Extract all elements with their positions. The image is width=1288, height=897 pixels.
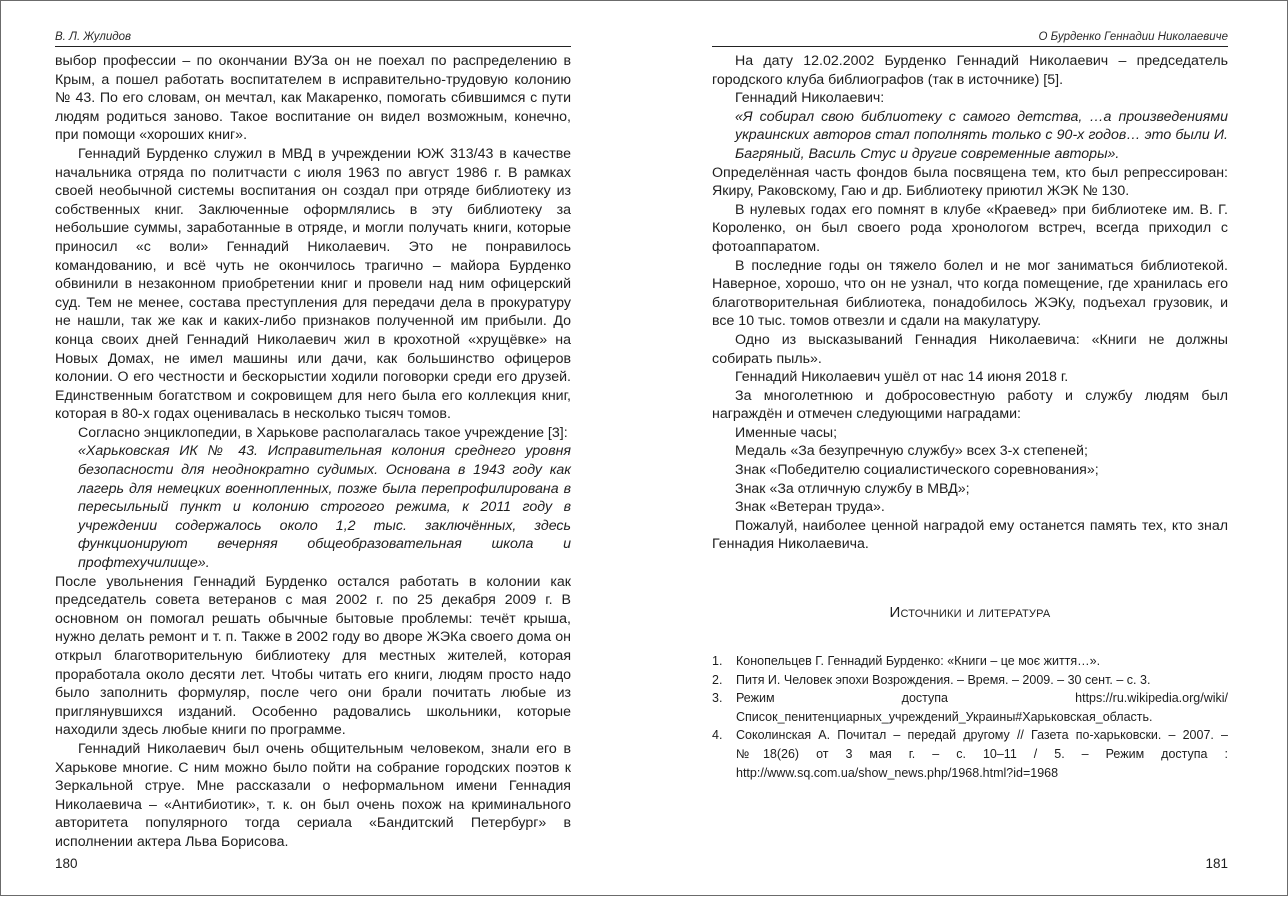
sources-heading: Источники и литература xyxy=(889,604,1051,621)
paragraph: Геннадий Бурденко служил в МВД в учреждении ЮЖ 313/43 в качестве начальника отряда по политчасти с июля 1963 по август 1986 г. В рамках своей необычной системы воспитания он создал при отряде библиотеку из собственных книг. Заключенные оформлялись в эту библиотеку за небольшие суммы, заработанные в отряде, и могли получать книги, которые приносил «с воли» Геннадий Николаевич. Это не понравилось командованию, и всё чуть не окончилось трагично – майора Бурденко обвинили в незаконном приобретении книг и провели над ним офицерский суд. Тем не менее, состава преступления для передачи дела в прокуратуру не нашли, так же как и каких-либо признаков полученной им прибыли. До конца своих дней Геннадий Николаевич жил в крохотной «хрущёвке» на Новых Домах, не имел машины или дачи, как большинство офицеров колонии. О его честности и бескорыстии ходили поговорки среди его друзей. Единственным богатством и сокровищем для него была его коллекция книг, которая в 80-х годах оценивалась в несколько тысяч томов. xyxy=(55,145,571,423)
award-item: Медаль «За безупречную службу» всех 3-х степеней; xyxy=(735,443,1088,460)
reference-number: 2. xyxy=(712,672,723,687)
page-number: 181 xyxy=(1205,856,1228,871)
right-page xyxy=(712,1,1228,897)
paragraph: Геннадий Николаевич: xyxy=(735,90,885,107)
reference-number: 3. xyxy=(712,691,723,706)
paragraph: После увольнения Геннадий Бурденко остался работать в колонии как председатель совета ветеранов с мая 2002 г. по 25 декабря 2009 г. В основном он помогал решать обычные бытовые проблемы: течёт крыша, нужно делать ремонт и т. п. Также в 2002 году во дворе ЖЭКа своего дома он открыл благотворительную библиотеку для местных жителей, которая проработала около десяти лет. Чтобы читать его книги, людям просто надо было заполнить формуляр, после чего они брали почитать любые из приглянувшихся изданий. Особенно радовались школьники, которые находили здесь любые книги по программе. xyxy=(55,573,571,739)
running-head-author: В. Л. Жулидов xyxy=(55,30,571,47)
reference-number: 4. xyxy=(712,728,723,743)
reference-text: Питя И. Человек эпохи Возрождения. – Время. – 2009. – 30 сент. – с. 3. xyxy=(736,672,1151,687)
paragraph: Согласно энциклопедии, в Харькове располагалась такое учреждение [3]: xyxy=(78,424,568,441)
award-item: Именные часы; xyxy=(735,424,838,441)
award-item: Знак «Победителю социалистического соревнования»; xyxy=(735,462,1099,479)
paragraph: Одно из высказываний Геннадия Николаевича: «Книги не должны собирать пыль». xyxy=(712,331,1228,367)
paragraph: Пожалуй, наиболее ценной наградой ему останется память тех, кто знал Геннадия Николаевича. xyxy=(712,517,1228,553)
paragraph: Геннадий Николаевич был очень общительным человеком, знали его в Харькове многие. С ним можно было пойти на собрание городских поэтов к Зеркальной струе. Мне рассказали о неформальном имени Геннадия Николаевича – «Антибиотик», т. к. он был очень похож на криминального авторитета популярного тогда сериала «Бандитский Петербург» в исполнении актера Льва Борисова. xyxy=(55,740,571,850)
reference-text: Конопельцев Г. Геннадий Бурденко: «Книги – це моє життя…». xyxy=(736,654,1101,668)
paragraph: На дату 12.02.2002 Бурденко Геннадий Николаевич – председатель городского клуба библиографов (так в источнике) [5]. xyxy=(712,53,1228,88)
reference-text: Соколинская А. Почитал – передай другому // Газета по-харьковски. – 2007. – №18(26) от 3 мая г. – с. 10–11 / 5. – Режим доступа : http://www.sq.com.ua/show_news.php/1968.html?id=1968 xyxy=(736,728,1228,780)
reference-item xyxy=(712,652,1228,671)
paragraph: В нулевых годах его помнят в клубе «Краевед» при библиотеке им. В. Г. Короленко, он был своего рода хронологом встреч, всегда приходил с фотоаппаратом. xyxy=(712,201,1228,255)
left-page-body xyxy=(55,52,571,852)
paragraph: Определённая часть фондов была посвящена тем, кто был репрессирован: Якиру, Раковскому, Гаю и др. Библиотеку приютил ЖЭК № 130. xyxy=(712,164,1228,200)
award-item: Знак «Ветеран труда». xyxy=(735,499,885,516)
paragraph: В последние годы он тяжело болел и не мог заниматься библиотекой. Наверное, хорошо, что он не узнал, что когда помещение, где хранилась его благотворительная библиотека, понадобилось ЖЭКу, подъехал грузовик, и все 10 тыс. томов отвезли и сдали на макулатуру. xyxy=(712,257,1228,330)
left-page xyxy=(55,1,571,897)
reference-text: Режим доступа https://ru.wikipedia.org/wiki/Список_пенитенциарных_учреждений_Украины#Харьковская_область. xyxy=(736,691,1228,724)
block-quote: «Я собирал свою библиотеку с самого детства, …а произведениями украинских авторов стал пополнять только с 90-х годов… это были И. Багряный, Василь Стус и другие современные авторы». xyxy=(735,108,1228,162)
right-page-body xyxy=(712,52,1228,554)
award-item: Знак «За отличную службу в МВД»; xyxy=(735,480,970,497)
paragraph: выбор профессии – по окончании ВУЗа он не поехал по распределению в Крым, а пошел работать воспитателем в исправительно-трудовую колонию № 43. По его словам, он мечтал, как Макаренко, помогать сбившимся с пути людям родиться заново. Такое воспитание он видел возможным, конечно, при помощи «хороших книг». xyxy=(55,53,571,144)
paragraph: За многолетнюю и добросовестную работу и службу людям был награждён и отмечен следующими наградами: xyxy=(712,387,1228,423)
paragraph: Геннадий Николаевич ушёл от нас 14 июня 2018 г. xyxy=(735,369,1069,386)
page-number: 180 xyxy=(55,856,78,871)
reference-item xyxy=(712,671,1228,690)
reference-item xyxy=(712,689,1228,726)
references-list xyxy=(712,652,1228,782)
reference-number: 1. xyxy=(712,654,723,668)
block-quote: «Харьковская ИК № 43. Исправительная колония среднего уровня безопасности для неоднократно судимых. Основана в 1943 году как лагерь для немецких военнопленных, позже была перепрофилирована в пересыльный пункт и колонию строгого режима, к 2011 году в учреждении содержалось около 1,2 тыс. заключённых, здесь функционируют вечерняя общеобразовательная школа и профтехучилище». xyxy=(78,443,571,572)
running-head-title: О Бурденко Геннадии Николаевиче xyxy=(712,30,1228,47)
reference-item xyxy=(712,726,1228,782)
